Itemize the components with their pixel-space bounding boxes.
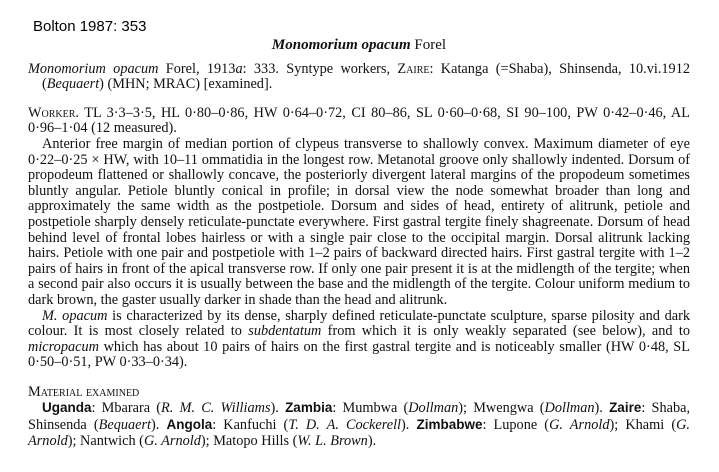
material-country: Zambia [285, 400, 333, 416]
comparison-related-1: subdentatum [248, 323, 322, 340]
material-locality: ). [270, 400, 286, 417]
citation-text-1: Forel, 1913 [158, 60, 236, 77]
material-collector: G. Arnold [28, 417, 690, 449]
species-heading-name: Monomorium opacum [271, 37, 411, 53]
material-locality: ). [367, 432, 377, 449]
worker-measurements [28, 106, 690, 137]
material-separator: : [212, 417, 224, 434]
material-collector: T. D. A. Cockerell [288, 417, 402, 434]
material-collector: Dollman [408, 400, 459, 417]
material-collector: Dollman [544, 400, 595, 417]
material-locality: ). [401, 417, 417, 434]
material-locality: ); Mwengwa ( [458, 400, 545, 417]
material-separator: : [482, 417, 494, 434]
material-country: Zaire [609, 400, 642, 416]
citation-letter: a [235, 60, 243, 77]
material-country: Uganda [42, 400, 92, 416]
material-collector: R. M. C. Williams [161, 400, 271, 417]
material-separator: : [332, 400, 343, 417]
citation-text-2: : 333. Syntype workers, [242, 60, 398, 77]
comparison-text-3: which has about 10 pairs of hairs on the first gastral tergite and is noticeably smaller (HW 0·48, SL 0·50–0·51, PW 0·33–0·34). [28, 338, 690, 371]
material-collector: G. Arnold [143, 432, 201, 449]
comparison-related-2: micropacum [28, 338, 99, 355]
worker-label: Worker. [28, 104, 79, 121]
citation-text-3: : Katanga (=Shaba), Shinsenda, 10.vi.1912 ( [42, 60, 691, 93]
citation-text-4: ) (MHN; MRAC) [examined]. [99, 76, 273, 93]
material-locality: ); Nantwich ( [67, 432, 144, 449]
material-locality: ). [594, 400, 610, 417]
material-locality: Mumbwa ( [342, 400, 409, 417]
source-reference: Bolton 1987: 353 [33, 18, 147, 35]
material-examined-heading: Material examined [28, 383, 140, 400]
material-locality: Mbarara ( [101, 400, 162, 417]
material-locality: ); Matopo Hills ( [200, 432, 298, 449]
material-country: Angola [166, 417, 213, 433]
material-examined-list [28, 400, 690, 449]
description-paragraph: Anterior free margin of median portion of clypeus transverse to shallowly convex. Maximum diameter of eye 0·22–0·25 × HW, with 10–11 ommatidia in the longest row. Metanotal groove only shallowly indented. Dorsum of propodeum flattened or shallowly concave, the posteriorly divergent lateral margins of the propodeum sometimes bluntly angular. Petiole bluntly conical in profile; in dorsal view the node somewhat broader than long and approximately the same width as the postpetiole. Dorsum and sides of head, entirety of alitrunk, petiole and postpetiole sharply densely reticulate-punctate everywhere. First gastral tergite finely shagreenate. Dorsum of head behind level of frontal lobes hairless or with a single pair close to the occipital margin. Dorsal alitrunk lacking hairs. Petiole with one pair and postpetiole with 1–2 pairs of backward directed hairs. First gastral tergite with 1–2 pairs of hairs in front of the apical transverse row. If only one pair present it is at the midlength of the tergite; when a second pair also occurs it is usually between the base and the midlength of the tergite. Colour uniform medium to dark brown, the gaster usually darker in shade than the head and alitrunk. [28, 135, 690, 308]
comparison-text-1: is characterized by its dense, sharply defined reticulate-punctate sculpture, sparse pilosity and dark colour. It is most closely related to [28, 307, 690, 340]
species-heading-author: Forel [414, 37, 447, 53]
comparison-paragraph [28, 309, 690, 371]
material-separator: : [641, 400, 652, 417]
species-account [28, 38, 690, 449]
citation-paragraph [28, 62, 690, 93]
material-locality: Kanfuchi ( [223, 417, 289, 434]
citation-taxon: Monomorium opacum [28, 60, 159, 77]
material-locality: Shaba, Shinsenda ( [28, 400, 691, 434]
species-heading [28, 38, 690, 54]
material-collector: G. Arnold [549, 417, 610, 434]
citation-country: Zaire [397, 60, 430, 77]
material-separator: : [91, 400, 102, 417]
material-locality: Lupone ( [493, 417, 550, 434]
material-locality: ). [151, 417, 167, 434]
material-collector: W. L. Brown [297, 432, 368, 449]
comparison-taxon: M. opacum [42, 307, 108, 324]
citation-collector: Bequaert [46, 76, 100, 93]
material-collector: Bequaert [98, 417, 152, 434]
worker-measurements-text: TL 3·3–3·5, HL 0·80–0·86, HW 0·64–0·72, CI 80–86, SL 0·60–0·68, SI 90–100, PW 0·42–0·46, AL 0·96–1·04 (12 measured). [28, 104, 690, 137]
material-locality: ); Khami ( [609, 417, 677, 434]
comparison-text-2: from which it is only weakly separated (see below), and to [321, 323, 690, 340]
material-country: Zimbabwe [416, 417, 483, 433]
